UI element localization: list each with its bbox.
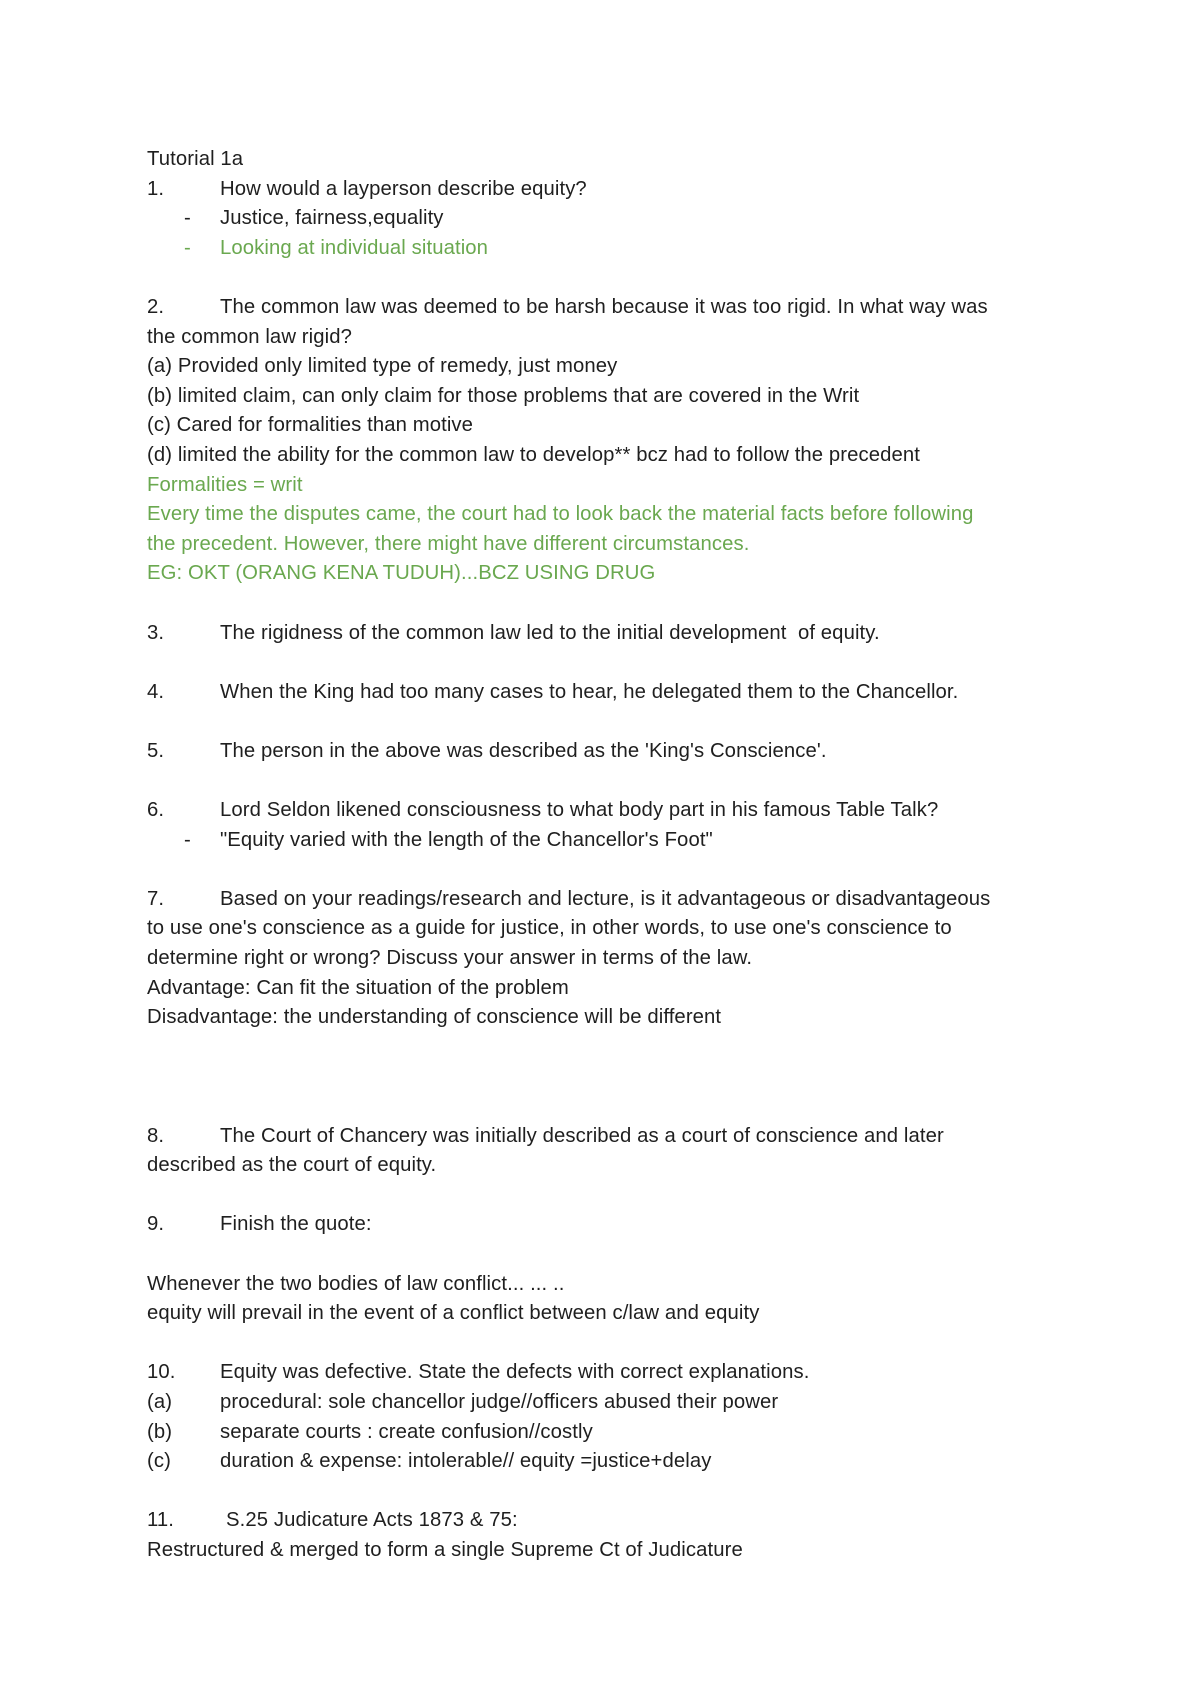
spacer [147,1477,1077,1507]
dash-bullet: - [184,236,191,259]
question-number: 2. [147,295,165,318]
defect-item [147,1388,1077,1418]
item-text: duration & expense: intolerable// equity =justice+delay [220,1450,712,1473]
question-number: 9. [147,1213,165,1236]
item-text: procedural: sole chancellor judge//officers abused their power [220,1390,779,1413]
answer-line: equity will prevail in the event of a conflict between c/law and equity [147,1302,760,1325]
spacer [147,766,1077,796]
defect-item [147,1418,1077,1448]
quote-line: Whenever the two bodies of law conflict... ... .. [147,1272,565,1295]
question-4 [147,678,1077,708]
defect-item [147,1447,1077,1477]
question-10 [147,1358,1077,1388]
bullet-item [147,234,1077,264]
spacer [147,855,1077,885]
note-line: Formalities = writ [147,473,303,496]
advantage-line: Advantage: Can fit the situation of the problem [147,976,569,999]
question-text: The person in the above was described as the 'King's Conscience'. [220,739,827,762]
question-number: 8. [147,1124,165,1147]
spacer [147,1240,1077,1270]
question-1 [147,175,1077,205]
answer-line: (c) Cared for formalities than motive [147,414,474,437]
question-8 [147,1122,1077,1152]
question-text-continued: described as the court of equity. [147,1154,437,1177]
disadvantage-line: Disadvantage: the understanding of conscience will be different [147,1006,722,1029]
dash-bullet: - [184,828,191,851]
question-text: Lord Seldon likened consciousness to what body part in his famous Table Talk? [220,799,939,822]
question-text: Finish the quote: [220,1213,372,1236]
item-label: (b) [147,1420,173,1443]
question-6 [147,796,1077,826]
question-number: 3. [147,621,165,644]
question-number: 7. [147,887,165,910]
question-7 [147,885,1077,915]
item-text: separate courts : create confusion//costly [220,1420,593,1443]
question-text: Equity was defective. State the defects with correct explanations. [220,1361,810,1384]
question-number: 4. [147,680,165,703]
item-label: (a) [147,1390,173,1413]
question-text: How would a layperson describe equity? [220,177,587,200]
bullet-item [147,826,1077,856]
question-number: 1. [147,177,165,200]
spacer [147,648,1077,678]
bullet-text: Looking at individual situation [220,236,489,259]
question-3 [147,619,1077,649]
dash-bullet: - [184,207,191,230]
question-number: 5. [147,739,165,762]
question-number: 10. [147,1361,176,1384]
question-number: 11. [147,1509,174,1532]
document-title: Tutorial 1a [147,148,244,170]
spacer [147,1181,1077,1211]
note-line: EG: OKT (ORANG KENA TUDUH)...BCZ USING DRUG [147,562,656,585]
question-text: S.25 Judicature Acts 1873 & 75: [226,1509,518,1532]
item-label: (c) [147,1450,171,1473]
question-text: The Court of Chancery was initially described as a court of conscience and later [220,1124,944,1147]
note-line: Every time the disputes came, the court had to look back the material facts before following [147,503,974,526]
spacer [147,589,1077,619]
question-text-continued: the common law rigid? [147,325,353,348]
question-5 [147,737,1077,767]
document-body [147,145,1077,1566]
question-text: The rigidness of the common law led to the initial development of equity. [220,621,880,644]
question-text: Based on your readings/research and lecture, is it advantageous or disadvantageous [220,887,991,910]
bullet-item [147,204,1077,234]
question-11 [147,1506,1077,1536]
question-text-continued: determine right or wrong? Discuss your answer in terms of the law. [147,947,753,970]
question-text: The common law was deemed to be harsh because it was too rigid. In what way was [220,295,988,318]
bullet-text: "Equity varied with the length of the Chancellor's Foot" [220,828,713,851]
question-text: When the King had too many cases to hear, he delegated them to the Chancellor. [220,680,959,703]
bullet-text: Justice, fairness,equality [220,207,444,230]
spacer [147,1329,1077,1359]
spacer [147,1033,1077,1122]
question-text-continued: to use one's conscience as a guide for justice, in other words, to use one's conscience to [147,917,952,940]
spacer [147,263,1077,293]
question-9 [147,1210,1077,1240]
note-line: the precedent. However, there might have different circumstances. [147,532,750,555]
answer-line: Restructured & merged to form a single Supreme Ct of Judicature [147,1538,743,1561]
spacer [147,707,1077,737]
answer-line: (a) Provided only limited type of remedy, just money [147,355,618,378]
answer-line: (b) limited claim, can only claim for those problems that are covered in the Writ [147,384,860,407]
question-2 [147,293,1077,323]
question-number: 6. [147,799,165,822]
answer-line: (d) limited the ability for the common law to develop** bcz had to follow the precedent [147,443,921,466]
